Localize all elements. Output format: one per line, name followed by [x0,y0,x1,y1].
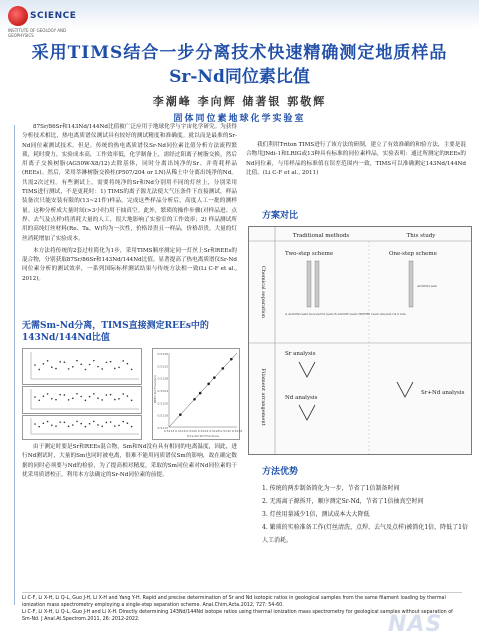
panel-2-points [34,393,132,401]
panel-1-svg [23,349,141,384]
sequence-point [118,425,120,427]
nd-sequence-panel-2 [22,386,142,414]
scatter-ytick-label: 0.5132 [157,364,168,369]
bottom-left-paragraph: 由于测定时要是Sr和REEs混合物，Sm和Nd没有具有相同的电离温度，因此，进行Nd测试时，大量的Sm也同时被电离，很难不能用同质谱仪Sm的影响，故在确定数据的同时必须要与Nd的检验，为了提高相对精度，采取的Sm同位素对Nd同位素的干扰采用质谱校正，利用本方法确定的Sr-Nd同位素的前提。 [22,444,237,478]
section-title-left-line1: 无需Sm-Nd分离，TIMS直接测定REEs中的 [22,321,209,331]
sequence-point [89,364,91,366]
sequence-point [89,423,91,425]
scheme-svg [249,227,471,454]
scatter-ytick-label: 0.5128 [157,376,168,381]
sequence-point [131,399,133,401]
sequence-point [114,425,116,427]
institute-logo [8,6,77,38]
sequence-point [43,423,45,425]
two-step-label: Two-step scheme [285,251,334,257]
row-chemical: Chemical separation [260,265,266,319]
scatter-point [230,358,233,361]
col-this-study: This study [406,233,436,239]
logo-emblem-icon [8,6,28,26]
section-title-left [22,320,237,344]
section-title-left-line2: 143Nd/144Nd比值 [22,333,110,343]
scatter-xtick-label: 0.5136 [231,429,243,433]
sequence-point [38,369,40,371]
scatter-trend-line [169,353,237,427]
sequence-point [80,364,82,366]
sequence-point [110,394,112,396]
watermark: NAS [388,612,443,637]
scatter-ytick-label: 0.5112 [157,426,168,430]
logo-text: SCIENCE [30,11,77,21]
right-intro [246,141,466,181]
scatter-xtick-label: 0.5112 [163,429,175,433]
lab-name: 固体同位素地球化学实验室 [173,114,306,124]
sr-analysis-label: Sr analysis [285,351,316,357]
sequence-point [47,360,49,362]
sequence-point [76,393,78,395]
advantage-item: 4. 繁琐的实验准备工作(灯丝清洗、点焊、去气及点样)被简化1倍，降低了1倍人工消耗。 [262,524,468,544]
sequence-point [55,368,57,370]
sequence-point [127,395,129,397]
intro-paragraph-1: 87Sr/86Sr和143Nd/144Nd比值被广泛应用于地球化学与宇宙化学研究。为获得分析技术相比，热电离质谱仪测试具有较好的测试精度和准确度。就以而是最准的Sr-Nd同位素测试技术。但是，传统的热电离质谱仪Sr-Nd同位素比值分析方法流程繁琐，耗时费力，实验成本高，工作效率低，化学制备上，需经过阳离子树脂交换，然后用离子交换树脂(AG50W-X8/12)去除基体，同时分离出纯净的Sr、并将耗样品(REEs)。然后，采用萃淋树脂交换柱(P507/204 or LN)从稀土中分离出纯净的Nd。共需2次过柱。有些测试上，需要将纯净的Sr和Nd分别用不同的灯丝上，分别采用TIMS进行测试，不是更耗时：1) TIMS的离子源尤法使大气压条件下直接测试，样品装备次只能安装有限的(13~21件)样品，完成这些样品分析后，高度人工一批的测样量。这种分析成大量时间(>3小时)用于抽真空。此外，繁琐的操作步骤(对样品进、点焊、去气及点样)将消耗大量的人工，很大地影响了实验室的工作效率；2) 样品测试所用的高纯灯丝材料(Re、Ta、W)均为一次性，价格昂贵且一样品，价格昂贵，大量的灯丝消耗增加了实验成本。 [22,124,237,242]
scatter-xtick-label: 0.5124 [197,429,209,433]
scatter-point [222,367,225,370]
sequence-point [101,426,103,428]
scatter-point [199,392,202,395]
sequence-point [51,366,53,368]
scatter-xlabel: Pure Nd Std Fractions [186,434,220,438]
sequence-point [93,393,95,395]
scatter-xtick-label: 0.5116 [175,429,186,433]
sequence-point [34,423,36,425]
sequence-point [68,399,70,401]
trad-box-text: A AG50W-resin Dowex/Nd resin B AG50W-resin HDEHP resin Amount=4.3 mm [285,312,406,316]
scatter-yticks [158,352,169,430]
scatter-xticks [164,429,243,433]
sequence-point [72,424,74,426]
sequence-point [43,363,45,365]
sequence-point [76,360,78,362]
right-intro-paragraph: 我们利用Triton TIMS进行了该方法的研制，建立了有效准确的和验方法，主要是混合物用JNdi-1和LRIG或13种具有标准的同位素样品，实验表明：通过所测定的REEs的Nd同位素，与用样品的标准值在误差范围内一致，TIMS可以准确测定143Nd/144Nd比值。(Li C-F et al., 2011) [246,142,466,176]
sequence-point [85,426,87,428]
scatter-point [213,376,216,379]
sequence-point [68,425,70,427]
nd-sequence-panel-3 [22,415,142,440]
sequence-point [127,422,129,424]
sequence-point [106,422,108,424]
sequence-point [110,421,112,423]
sequence-point [59,361,61,363]
sequence-point [101,399,103,401]
sequence-point [97,397,99,399]
sequence-point [106,394,108,396]
sequence-point [76,421,78,423]
sequence-point [118,398,120,400]
panel-3-points [34,421,132,428]
sequence-point [118,367,120,369]
logo-subtext: INSTITUTE OF GEOLOGY AND GEOPHYSICS [8,28,67,38]
scatter-ylabel: REEs Std Fractions [153,375,157,403]
advantage-item: 3. 灯丝用量减少1倍，测试成本大大降低 [262,511,370,518]
sequence-point [51,398,53,400]
scatter-point [179,413,182,416]
sequence-point [51,425,53,427]
srnd-analysis-label: Sr+Nd analysis [421,390,465,396]
scatter-xtick-label: 0.5120 [186,429,197,433]
sequence-point [114,368,116,370]
sequence-point [64,394,66,396]
advantages-title: 方法优势 [262,467,299,477]
sequence-point [110,361,112,363]
poster-title-line2: Sr-Nd同位素比值 [169,67,310,87]
this-box-text: AG50W-resin [417,284,437,288]
scatter-ytick-label: 0.5120 [157,401,168,406]
scatter-points [169,353,237,427]
column-1 [307,261,311,307]
sequence-point [114,399,116,401]
sequence-point [47,421,49,423]
sequence-point [64,422,66,424]
sequence-point [55,399,57,401]
scatter-point [207,383,210,386]
scheme-diagram [248,226,472,455]
sequence-point [64,361,66,363]
sequence-point [80,423,82,425]
sequence-point [85,369,87,371]
authors: 李潮峰 李向辉 储著银 郭敬辉 [152,95,327,108]
intro-paragraph-2: 本方法将传统的2套过柱简化为1步，采用TIMS顺序测定同一灯丝上Sr和REEs的混合物，分别获取87Sr/86Sr和143Nd/144Nd比值。显著提高了热电离质谱仪Sr-Nd同位素分析的测试效率，一系列国际标样测试结果与传统方法相一致(Li C-F et al., 2012)。 [22,247,237,282]
one-step-label: One-step scheme [389,251,437,257]
sequence-point [43,395,45,397]
scheme-comparison-title: 方案对比 [262,211,299,221]
sequence-point [131,426,133,428]
sequence-point [38,400,40,402]
sequence-point [93,421,95,423]
sequence-point [80,396,82,398]
scatter-point [193,398,196,401]
sequence-point [122,360,124,362]
sequence-point [59,421,61,423]
sequence-point [72,366,74,368]
scatter-ytick-label: 0.5136 [157,352,168,356]
reference-item: Li C-F, Li X-H, Li Q-L, Guo J-H and Li X-H. Directly determining 143Nd/144Nd isotope ratios using thermal ionization mass spectrometry for geological samples without separation of Sm-Nd. J Anal.At.Spectrom.2011, 26: 2012-2022. [22,610,453,622]
scatter-ytick-label: 0.5116 [157,413,168,418]
sequence-point [97,424,99,426]
panel-3-svg [23,416,141,439]
sequence-point [127,363,129,365]
intro-column [22,123,237,287]
sequence-point [93,360,95,362]
scatter-svg [153,349,243,439]
scatter-ytick-label: 0.5124 [157,389,168,393]
row-filament: Filament arrangement [260,368,266,426]
sequence-point [101,368,103,370]
advantage-item: 1. 传统的两步制备简化为一步，节省了1倍制备时间 [262,485,400,492]
scatter-xtick-label: 0.5132 [220,429,231,433]
column-2 [315,261,319,307]
sequence-point [106,362,108,364]
side-divider [14,125,15,605]
sequence-point [59,394,61,396]
nd-sequence-panel-1 [22,348,142,385]
col-traditional: Traditional methods [292,233,350,239]
advantages-list [262,482,472,547]
sequence-point [34,396,36,398]
sequence-point [72,398,74,400]
panel-1-points [34,360,132,370]
sequence-point [68,368,70,370]
nd-scatter-chart [152,348,243,440]
sequence-point [131,369,133,371]
sequence-point [97,366,99,368]
sequence-point [47,393,49,395]
sequence-point [38,426,40,428]
column-3 [409,261,413,307]
sequence-point [85,400,87,402]
nd-analysis-label: Nd analysis [285,395,318,401]
sequence-point [122,393,124,395]
reference-item: Li C-F, Li X-H, Li Q-L, Guo J-H, Li X-H and Yang Y-H. Rapid and precise determination of Sr and Nd isotopic ratios in geological samples from the same filament loading by thermal ionization mass spectrometry employing a single-step separation scheme. Anal.Chim.Acta.2012, 727: 54-60. [22,596,446,608]
sequence-point [55,425,57,427]
scatter-xtick-label: 0.5128 [209,429,220,433]
advantage-item: 2. 无需离子源拆开，顺序测定Sr-Nd，节省了1倍抽真空时间 [262,498,424,505]
sequence-point [89,396,91,398]
panel-2-svg [23,387,141,413]
sequence-point [34,364,36,366]
poster-title-line1: 采用TIMS结合一步分离技术快速精确测定地质样品 [31,43,448,63]
sequence-point [122,421,124,423]
